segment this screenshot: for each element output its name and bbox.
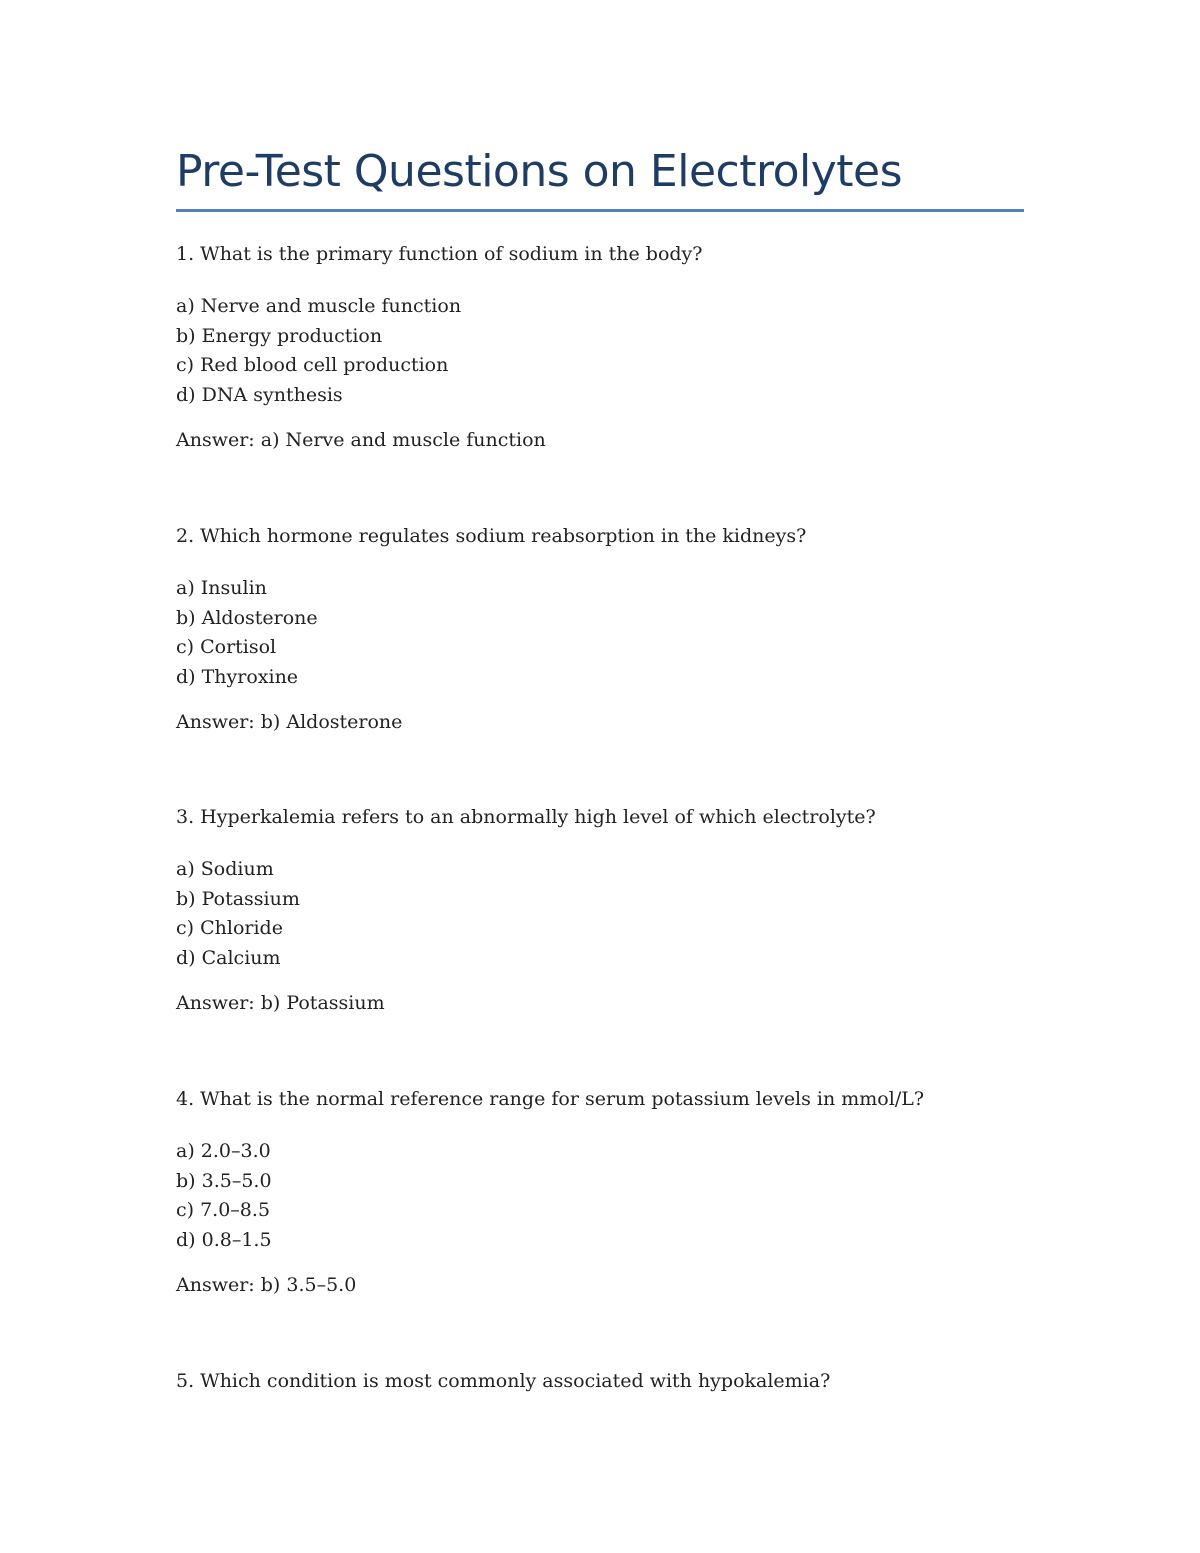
option-a: a) Sodium xyxy=(176,858,274,880)
options-list xyxy=(176,292,461,410)
question-text: 2. Which hormone regulates sodium reabsorption in the kidneys? xyxy=(176,525,807,547)
title-divider xyxy=(176,209,1024,212)
answer-text: Answer: a) Nerve and muscle function xyxy=(176,429,546,451)
option-d: d) Calcium xyxy=(176,946,281,969)
options-list xyxy=(176,855,300,973)
option-b: b) Energy production xyxy=(176,324,383,347)
option-d: d) Thyroxine xyxy=(176,665,299,688)
options-list xyxy=(176,1137,272,1255)
question-text: 5. Which condition is most commonly associated with hypokalemia? xyxy=(176,1370,831,1392)
question-text: 1. What is the primary function of sodium in the body? xyxy=(176,243,703,265)
option-a: a) 2.0–3.0 xyxy=(176,1140,271,1162)
answer-text: Answer: b) Potassium xyxy=(176,992,385,1014)
answer-text: Answer: b) 3.5–5.0 xyxy=(176,1274,357,1296)
page-title: Pre-Test Questions on Electrolytes xyxy=(176,146,903,197)
answer-text: Answer: b) Aldosterone xyxy=(176,711,403,733)
option-b: b) 3.5–5.0 xyxy=(176,1169,272,1192)
option-c: c) Chloride xyxy=(176,917,283,939)
options-list xyxy=(176,574,318,692)
option-c: c) 7.0–8.5 xyxy=(176,1199,271,1221)
option-d: d) DNA synthesis xyxy=(176,383,343,406)
question-text: 4. What is the normal reference range for serum potassium levels in mmol/L? xyxy=(176,1088,925,1110)
option-a: a) Insulin xyxy=(176,577,267,599)
option-d: d) 0.8–1.5 xyxy=(176,1228,272,1251)
option-c: c) Cortisol xyxy=(176,636,277,658)
option-b: b) Potassium xyxy=(176,887,300,910)
option-a: a) Nerve and muscle function xyxy=(176,295,462,317)
question-text: 3. Hyperkalemia refers to an abnormally high level of which electrolyte? xyxy=(176,806,876,828)
option-b: b) Aldosterone xyxy=(176,606,318,629)
option-c: c) Red blood cell production xyxy=(176,354,449,376)
